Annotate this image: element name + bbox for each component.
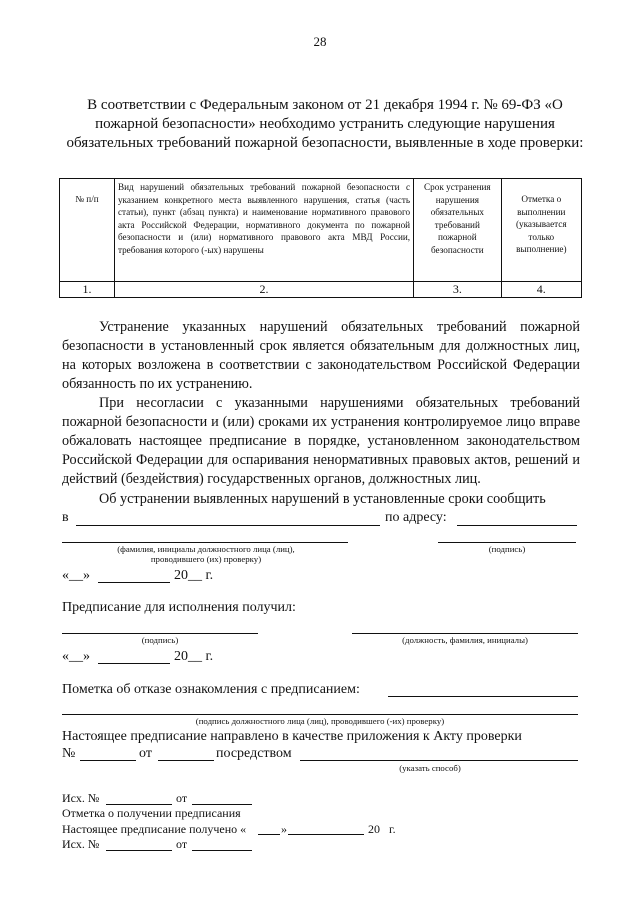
sent-via-label: посредством <box>216 746 292 761</box>
report-in-label: в <box>62 510 69 525</box>
inspection-date-year: 20__ г. <box>174 568 214 583</box>
outgoing-no-label: Исх. № <box>62 791 100 805</box>
inspector-sign-caption: (подпись) <box>488 544 526 554</box>
outgoing-from-label: от <box>176 791 188 805</box>
header-number: № п/п <box>60 179 115 282</box>
received-date-month-field[interactable] <box>98 663 170 664</box>
document-title: В соответствии с Федеральным законом от 21 декабря 1994 г. № 69-ФЗ «О пожарной безопасности» необходимо устранить следующие нарушения обязательных требований пожарной безопасности, выявленные в ходе проверки: <box>66 97 584 151</box>
paragraph-appeal: При несогласии с указанными нарушениями обязательных требований пожарной безопасности и (или) сроками их устранения контролируемое лицо вправе обжаловать настоящее предписание в порядке, установленном законодательством Российской Федерации для оспаривания ненормативных правовых актов, решений и действий (бездействия) государственных органов, должностных лиц. <box>62 395 580 487</box>
report-address-field[interactable] <box>457 525 577 526</box>
outgoing-date-field[interactable] <box>192 804 252 805</box>
inspector-sign-field[interactable] <box>438 542 576 543</box>
received-month-field[interactable] <box>288 834 364 835</box>
page-number: 28 <box>313 34 327 49</box>
received-position-caption: (должность, фамилия, инициалы) <box>402 635 528 645</box>
receipt-mark-label: Отметка о получении предписания <box>62 806 241 820</box>
received-notice-prefix: Настоящее предписание получено « <box>62 822 247 836</box>
report-address-label: по адресу: <box>385 510 447 525</box>
paragraph-obligation: Устранение указанных нарушений обязательных требований пожарной безопасности в установленный срок является обязательным для должностных лиц, на которых возложена в соответствии с законодательством Российской Федерации обязанность по их устранению. <box>62 319 580 392</box>
received-date-year: 20__ г. <box>174 649 214 664</box>
sent-no-field[interactable] <box>80 760 136 761</box>
received-sign-caption: (подпись) <box>141 635 179 645</box>
inspection-date-month-field[interactable] <box>98 582 170 583</box>
report-recipient-field[interactable] <box>76 525 380 526</box>
header-violation-type: Вид нарушений обязательных требований пожарной безопасности с указанием конкретного места выявленного нарушения, статья (часть статьи), пункт (абзац пункта) и наименование нормативного правового акта Российской Федерации, нормативного документа по пожарной безопасности и (или) нормативного правового акта МВД России, требования которого (-ых) нарушены <box>114 179 413 282</box>
received-day-field[interactable] <box>258 834 280 835</box>
outgoing-no-label-2: Исх. № <box>62 837 100 851</box>
sent-from-label: от <box>139 746 152 761</box>
table-cell: 3. <box>414 282 502 298</box>
table-cell: 4. <box>501 282 581 298</box>
sent-method-field[interactable] <box>300 760 578 761</box>
received-position-field[interactable] <box>352 633 578 634</box>
sent-text: Настоящее предписание направлено в качестве приложения к Акту проверки <box>62 729 522 744</box>
inspector-name-caption: (фамилия, инициалы должностного лица (лиц), проводившего (их) проверку) <box>117 544 295 564</box>
header-deadline: Срок устранения нарушения обязательных требований пожарной безопасности <box>414 179 502 282</box>
outgoing-date-field-2[interactable] <box>192 850 252 851</box>
table-cell: 1. <box>60 282 115 298</box>
table-header-row <box>60 179 582 282</box>
refusal-caption: (подпись должностного лица (лиц), проводившего (-их) проверку) <box>195 716 445 726</box>
sent-no-label: № <box>62 746 76 761</box>
outgoing-from-label-2: от <box>176 837 188 851</box>
refusal-field[interactable] <box>388 696 578 697</box>
sent-method-caption: (указать способ) <box>399 763 461 773</box>
refusal-label: Пометка об отказе ознакомления с предписанием: <box>62 682 360 697</box>
violations-table <box>59 178 582 298</box>
outgoing-no-field[interactable] <box>106 804 172 805</box>
inspector-name-field[interactable] <box>62 542 348 543</box>
table-cell: 2. <box>114 282 413 298</box>
received-sign-field[interactable] <box>62 633 258 634</box>
sent-date-field[interactable] <box>158 760 214 761</box>
outgoing-no-field-2[interactable] <box>106 850 172 851</box>
inspection-date-day: «__» <box>62 568 90 583</box>
refusal-sign-field[interactable] <box>62 714 578 715</box>
received-notice-mid: » <box>281 822 287 836</box>
received-label: Предписание для исполнения получил: <box>62 600 296 615</box>
received-date-day: «__» <box>62 649 90 664</box>
received-notice-year: 20 г. <box>368 822 396 836</box>
table-row <box>60 282 582 298</box>
header-completion-mark: Отметка о выполнении (указывается только выполнение) <box>501 179 581 282</box>
paragraph-report: Об устранении выявленных нарушений в установленные сроки сообщить <box>99 491 546 507</box>
